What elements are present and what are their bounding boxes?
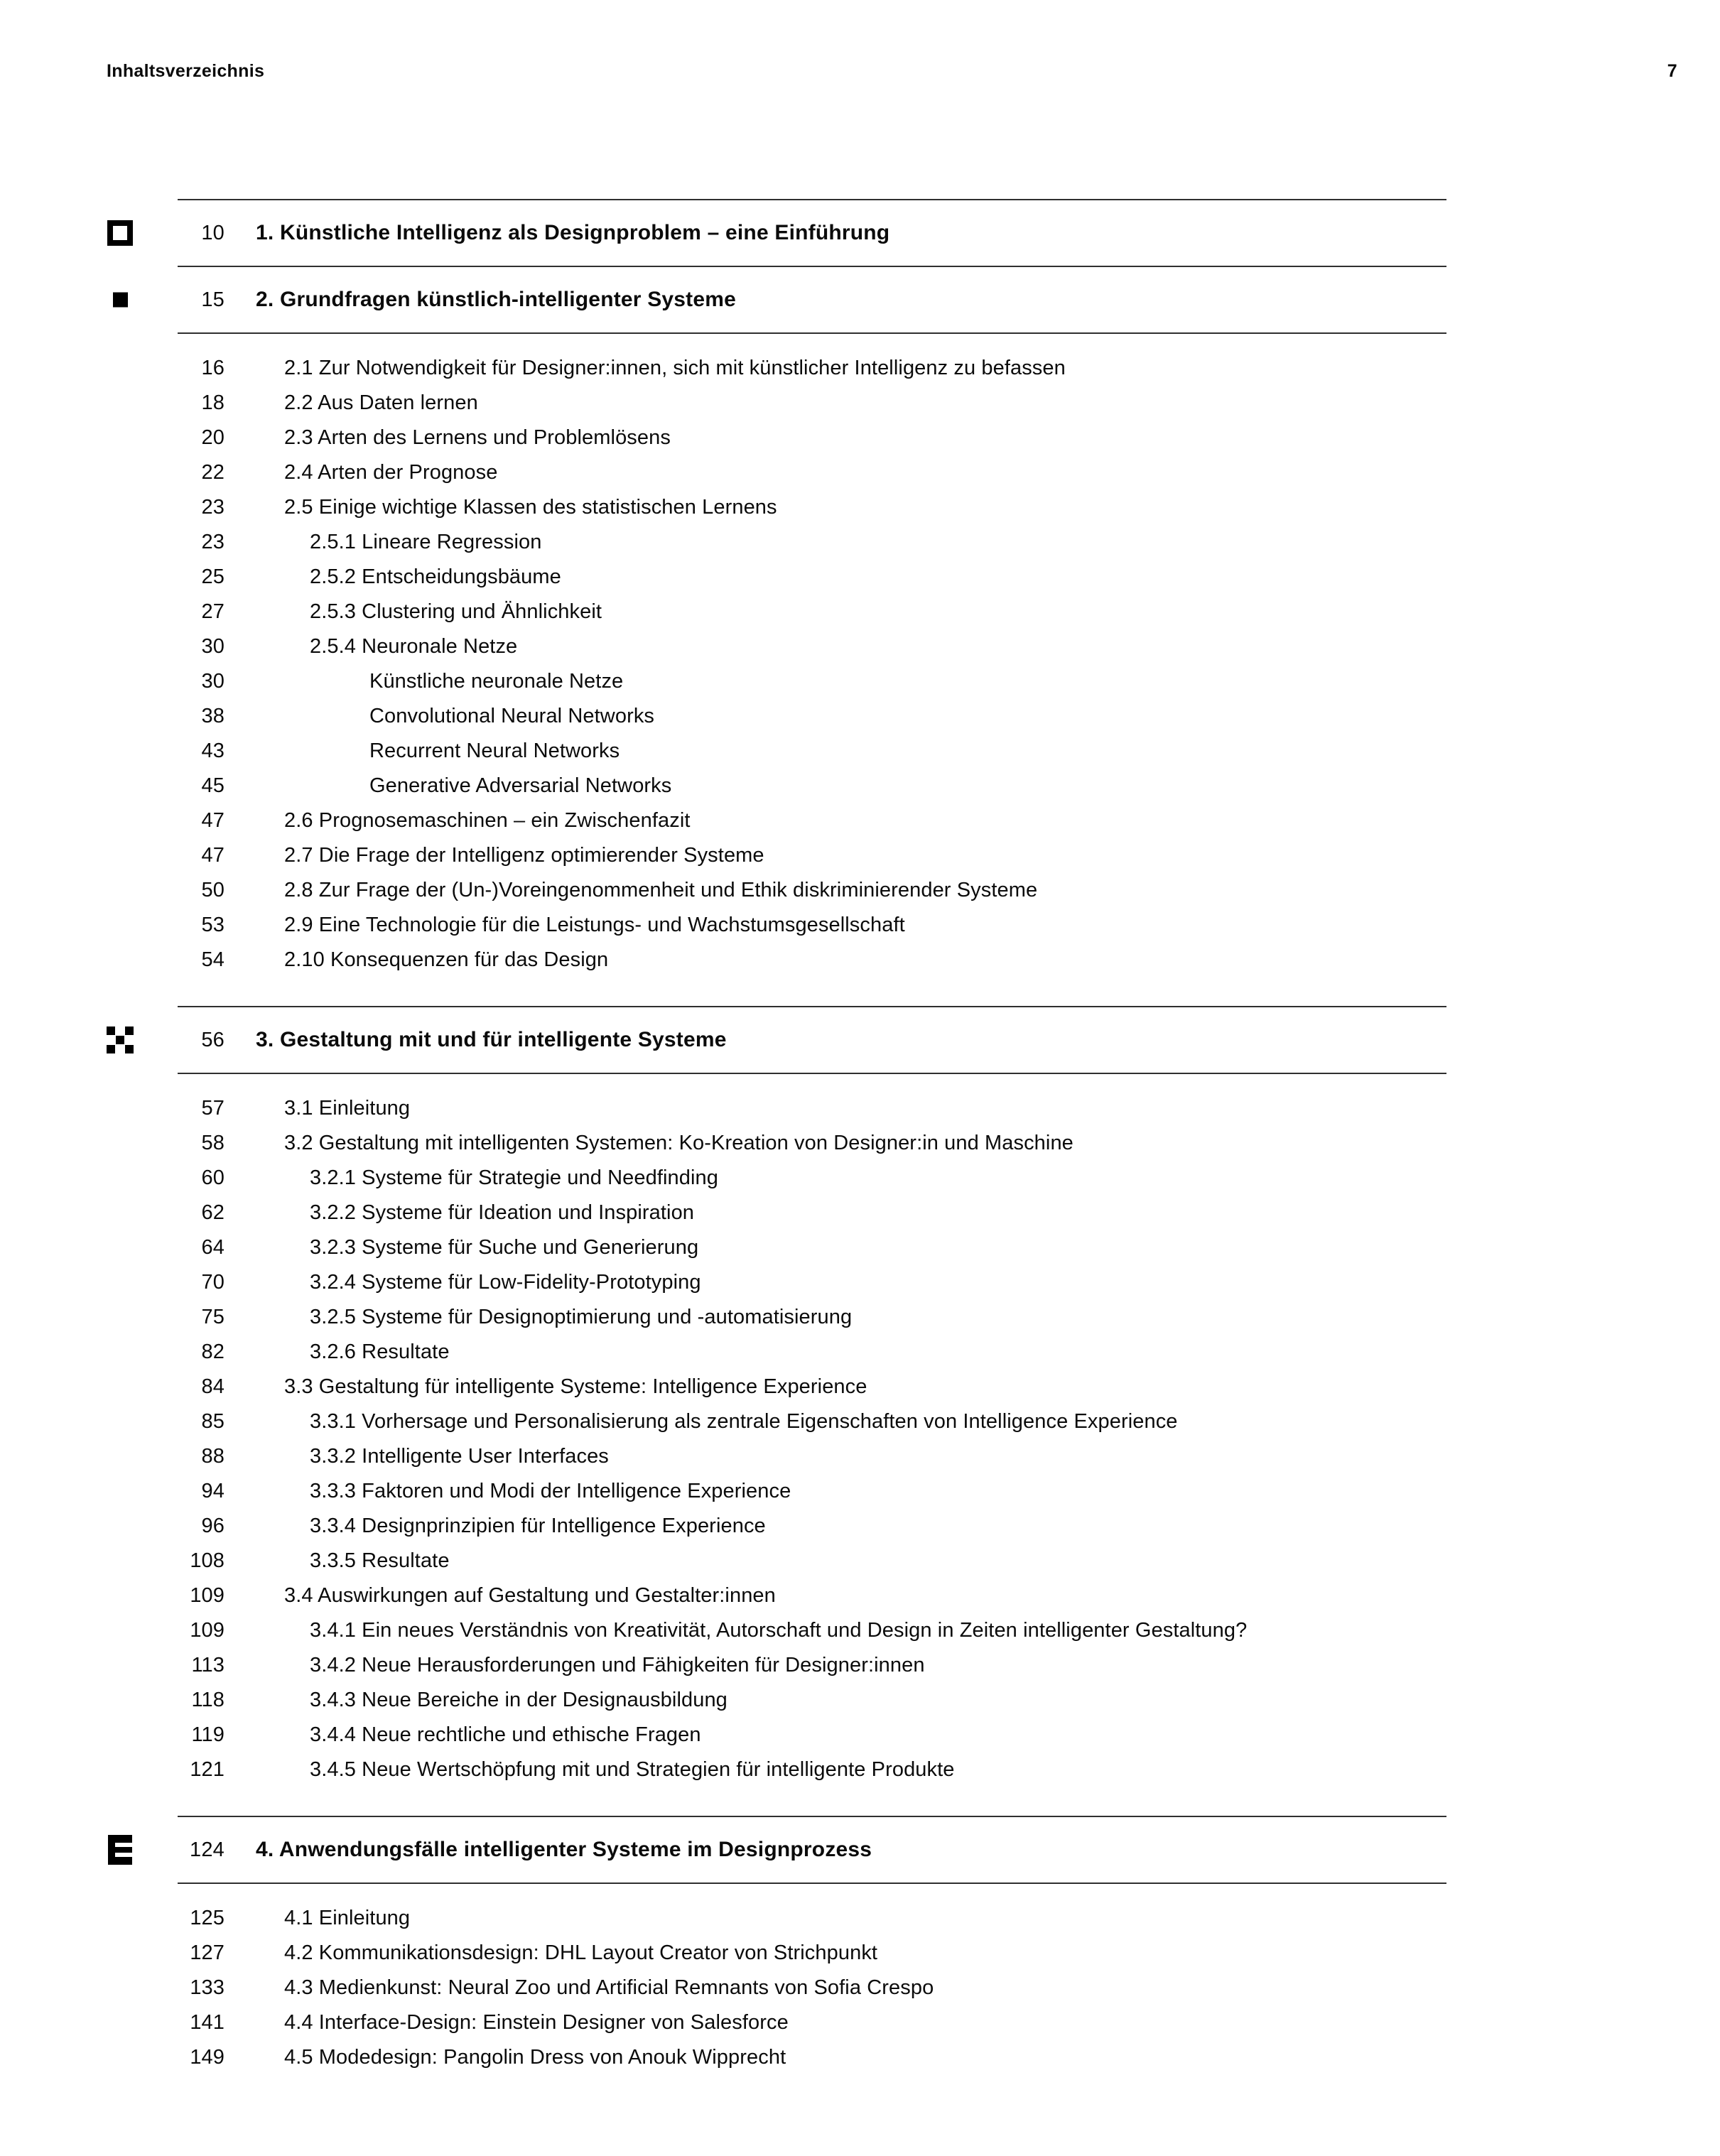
toc-entry	[178, 1091, 1446, 1126]
entry-label: 2.5.2 Entscheidungsbäume	[310, 565, 561, 588]
toc-entry	[178, 1578, 1446, 1613]
folio-page-number: 7	[1667, 61, 1677, 81]
toc-entry	[178, 1753, 1446, 1787]
chapter-heading-row	[178, 200, 1446, 266]
toc-entry	[178, 908, 1446, 943]
entry-page-number: 47	[201, 809, 225, 832]
entry-page-number: 30	[201, 635, 225, 658]
entry-page-number: 149	[190, 2046, 225, 2069]
entry-page-number: 53	[201, 914, 225, 936]
toc-entry	[178, 664, 1446, 699]
entry-label: 3.2.2 Systeme für Ideation und Inspiration	[310, 1201, 695, 1224]
entry-page-number: 22	[201, 461, 225, 484]
square-outline-icon	[105, 220, 135, 246]
entry-page-number: 16	[201, 357, 225, 379]
chapter-entries	[178, 1074, 1446, 1816]
entry-label: 2.1 Zur Notwendigkeit für Designer:innen, sich mit künstlicher Intelligenz zu befassen	[284, 357, 1066, 379]
entry-label: 3.2.5 Systeme für Designoptimierung und -automatisierung	[310, 1306, 853, 1328]
entry-page-number: 127	[190, 1941, 225, 1964]
toc-entry	[178, 1544, 1446, 1578]
entry-label: 2.2 Aus Daten lernen	[284, 391, 478, 414]
entry-page-number: 85	[201, 1410, 225, 1433]
entry-label: 4.4 Interface-Design: Einstein Designer von Salesforce	[284, 2011, 789, 2034]
toc-entry	[178, 1439, 1446, 1474]
toc-entry	[178, 1335, 1446, 1370]
entry-page-number: 25	[201, 565, 225, 588]
square-filled-icon	[105, 293, 135, 308]
entry-label: 3.3.5 Resultate	[310, 1549, 450, 1572]
entry-label: 3.2.4 Systeme für Low-Fidelity-Prototyping	[310, 1271, 701, 1294]
entry-label: Generative Adversarial Networks	[369, 774, 672, 797]
entry-label: 4.2 Kommunikationsdesign: DHL Layout Creator von Strichpunkt	[284, 1941, 878, 1964]
entry-page-number: 88	[201, 1445, 225, 1468]
toc-entry	[178, 386, 1446, 421]
entry-label: 2.10 Konsequenzen für das Design	[284, 948, 609, 971]
entry-label: 3.3.2 Intelligente User Interfaces	[310, 1445, 609, 1468]
toc-entry	[178, 1683, 1446, 1718]
entry-page-number: 47	[201, 844, 225, 867]
toc-entry	[178, 1509, 1446, 1544]
toc-entry	[178, 1718, 1446, 1753]
entry-page-number: 62	[201, 1201, 225, 1224]
stacked-squares-icon	[105, 1835, 135, 1865]
entry-page-number: 60	[201, 1166, 225, 1189]
entry-label: 3.4.5 Neue Wertschöpfung mit und Strategien für intelligente Produkte	[310, 1758, 955, 1781]
entry-page-number: 118	[191, 1689, 225, 1711]
toc-entry	[178, 1196, 1446, 1230]
page-header	[107, 61, 1677, 82]
entry-page-number: 30	[201, 670, 225, 693]
chapter-title: 1. Künstliche Intelligenz als Designproblem – eine Einführung	[256, 221, 890, 244]
entry-page-number: 109	[190, 1619, 225, 1642]
toc-entry	[178, 1370, 1446, 1404]
toc-entry	[178, 769, 1446, 803]
toc-entry	[178, 1901, 1446, 1936]
entry-page-number: 82	[201, 1340, 225, 1363]
chapter-title: 4. Anwendungsfälle intelligenter Systeme im Designprozess	[256, 1838, 872, 1861]
entry-page-number: 43	[201, 740, 225, 762]
entry-label: 2.4 Arten der Prognose	[284, 461, 498, 484]
chapter-entries	[178, 1884, 1446, 2103]
toc-section-2	[178, 267, 1446, 1006]
entry-label: 3.2.6 Resultate	[310, 1340, 450, 1363]
toc-entry	[178, 2005, 1446, 2040]
entry-label: 4.1 Einleitung	[284, 1907, 411, 1929]
entry-page-number: 45	[201, 774, 225, 797]
entry-page-number: 50	[201, 879, 225, 901]
toc-entry	[178, 803, 1446, 838]
entry-label: 4.5 Modedesign: Pangolin Dress von Anouk Wipprecht	[284, 2046, 786, 2069]
entry-page-number: 38	[201, 705, 225, 727]
chapter-page-number: 10	[201, 221, 225, 244]
entry-label: 3.3 Gestaltung für intelligente Systeme: Intelligence Experience	[284, 1375, 867, 1398]
toc-entry	[178, 943, 1446, 977]
chapter-heading-row	[178, 1007, 1446, 1073]
entry-page-number: 23	[201, 531, 225, 553]
entry-page-number: 27	[201, 600, 225, 623]
toc-sections	[178, 199, 1446, 2103]
chapter-title: 3. Gestaltung mit und für intelligente Systeme	[256, 1028, 727, 1051]
entry-label: 2.3 Arten des Lernens und Problemlösens	[284, 426, 671, 449]
entry-label: 3.3.3 Faktoren und Modi der Intelligence Experience	[310, 1480, 791, 1502]
entry-page-number: 96	[201, 1515, 225, 1537]
toc-entry	[178, 525, 1446, 560]
toc-entry	[178, 1648, 1446, 1683]
entry-label: 2.7 Die Frage der Intelligenz optimierender Systeme	[284, 844, 764, 867]
toc-entry	[178, 595, 1446, 629]
toc-entry	[178, 838, 1446, 873]
entry-page-number: 133	[190, 1976, 225, 1999]
entry-page-number: 141	[190, 2011, 225, 2034]
entry-page-number: 57	[201, 1097, 225, 1120]
entry-label: 3.4.3 Neue Bereiche in der Designausbildung	[310, 1689, 728, 1711]
entry-label: Convolutional Neural Networks	[369, 705, 655, 727]
entry-label: 3.4.2 Neue Herausforderungen und Fähigkeiten für Designer:innen	[310, 1654, 925, 1676]
entry-label: 2.5 Einige wichtige Klassen des statistischen Lernens	[284, 496, 777, 519]
entry-page-number: 18	[201, 391, 225, 414]
toc-entry	[178, 455, 1446, 490]
entry-page-number: 23	[201, 496, 225, 519]
toc-entry	[178, 1971, 1446, 2005]
entry-label: 2.6 Prognosemaschinen – ein Zwischenfazit	[284, 809, 691, 832]
entry-page-number: 58	[201, 1132, 225, 1154]
entry-page-number: 54	[201, 948, 225, 971]
toc-entry	[178, 734, 1446, 769]
toc-entry	[178, 490, 1446, 525]
entry-page-number: 70	[201, 1271, 225, 1294]
entry-label: Künstliche neuronale Netze	[369, 670, 624, 693]
chapter-entries	[178, 334, 1446, 1006]
toc-entry	[178, 2040, 1446, 2075]
entry-label: 3.4 Auswirkungen auf Gestaltung und Gestalter:innen	[284, 1584, 776, 1607]
toc-entry	[178, 1265, 1446, 1300]
entry-label: 3.2.1 Systeme für Strategie und Needfinding	[310, 1166, 718, 1189]
toc-entry	[178, 1404, 1446, 1439]
entry-page-number: 20	[201, 426, 225, 449]
chapter-title: 2. Grundfragen künstlich-intelligenter Systeme	[256, 288, 737, 311]
chapter-heading-row	[178, 1817, 1446, 1883]
entry-label: 4.3 Medienkunst: Neural Zoo und Artificial Remnants von Sofia Crespo	[284, 1976, 934, 1999]
entry-page-number: 75	[201, 1306, 225, 1328]
entry-page-number: 84	[201, 1375, 225, 1398]
toc-entry	[178, 1126, 1446, 1161]
chapter-page-number: 56	[201, 1028, 225, 1051]
entry-page-number: 113	[191, 1654, 225, 1676]
entry-page-number: 109	[190, 1584, 225, 1607]
toc-section-3	[178, 1006, 1446, 1816]
toc-entry	[178, 1936, 1446, 1971]
entry-page-number: 94	[201, 1480, 225, 1502]
entry-page-number: 125	[190, 1907, 225, 1929]
entry-label: Recurrent Neural Networks	[369, 740, 620, 762]
toc-section-4	[178, 1816, 1446, 2103]
pixel-x-icon	[105, 1026, 135, 1053]
toc-entry	[178, 873, 1446, 908]
chapter-page-number: 124	[190, 1838, 225, 1861]
toc-entry	[178, 699, 1446, 734]
entry-label: 3.2 Gestaltung mit intelligenten Systemen: Ko-Kreation von Designer:in und Maschine	[284, 1132, 1073, 1154]
toc-entry	[178, 1161, 1446, 1196]
entry-page-number: 64	[201, 1236, 225, 1259]
toc-entry	[178, 629, 1446, 664]
entry-label: 3.3.1 Vorhersage und Personalisierung als zentrale Eigenschaften von Intelligence Experience	[310, 1410, 1178, 1433]
entry-page-number: 119	[191, 1723, 225, 1746]
toc-entry	[178, 421, 1446, 455]
chapter-heading-row	[178, 267, 1446, 332]
entry-label: 3.3.4 Designprinzipien für Intelligence Experience	[310, 1515, 766, 1537]
entry-page-number: 108	[190, 1549, 225, 1572]
toc-entry	[178, 1300, 1446, 1335]
entry-label: 2.5.4 Neuronale Netze	[310, 635, 518, 658]
toc-entry	[178, 1474, 1446, 1509]
entry-label: 3.1 Einleitung	[284, 1097, 411, 1120]
entry-label: 3.2.3 Systeme für Suche und Generierung	[310, 1236, 699, 1259]
toc-section-1	[178, 199, 1446, 267]
toc-entry	[178, 1230, 1446, 1265]
toc-entry	[178, 1613, 1446, 1648]
entry-label: 2.5.1 Lineare Regression	[310, 531, 542, 553]
chapter-page-number: 15	[201, 288, 225, 311]
entry-label: 2.9 Eine Technologie für die Leistungs- und Wachstumsgesellschaft	[284, 914, 905, 936]
entry-page-number: 121	[190, 1758, 225, 1781]
page-title: Inhaltsverzeichnis	[107, 61, 265, 81]
entry-label: 2.8 Zur Frage der (Un-)Voreingenommenheit und Ethik diskriminierender Systeme	[284, 879, 1038, 901]
toc-entry	[178, 560, 1446, 595]
toc-entry	[178, 351, 1446, 386]
entry-label: 3.4.4 Neue rechtliche und ethische Fragen	[310, 1723, 701, 1746]
entry-label: 3.4.1 Ein neues Verständnis von Kreativität, Autorschaft und Design in Zeiten intelligenter Gestaltung?	[310, 1619, 1248, 1642]
entry-label: 2.5.3 Clustering und Ähnlichkeit	[310, 600, 602, 623]
